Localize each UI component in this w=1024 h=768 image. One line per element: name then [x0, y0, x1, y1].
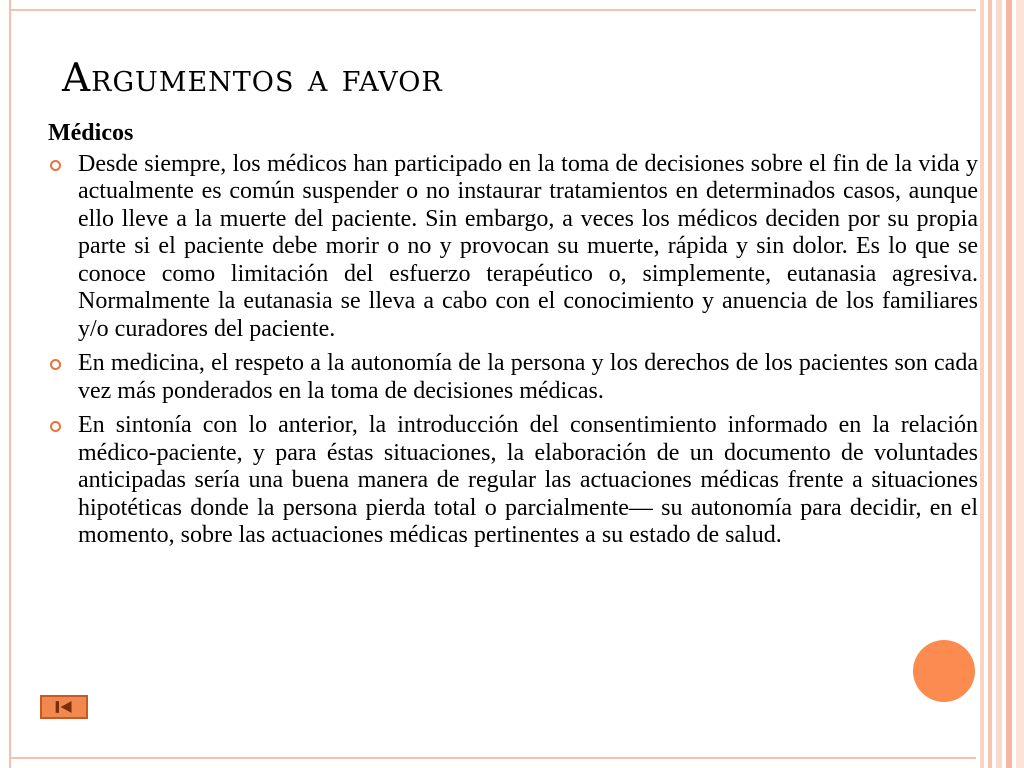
- bullet-circle-icon: [50, 421, 61, 432]
- frame-line-bottom: [9, 757, 976, 759]
- list-item: [48, 151, 978, 344]
- frame-line-top: [9, 9, 976, 11]
- section-heading: Médicos: [48, 120, 134, 146]
- stripe: [1006, 0, 1012, 768]
- decorative-circle: [913, 640, 975, 702]
- stripe: [988, 0, 992, 768]
- stripe: [980, 0, 984, 768]
- bullet-circle-icon: [50, 160, 61, 171]
- skip-back-icon: [42, 697, 86, 717]
- list-item: [48, 350, 978, 405]
- slide-title: Argumentos a favor: [62, 56, 443, 101]
- frame-line-left: [9, 0, 11, 768]
- back-button[interactable]: [40, 695, 88, 719]
- bullet-circle-icon: [50, 359, 61, 370]
- decorative-stripes: [976, 0, 1024, 768]
- bullet-text: En sintonía con lo anterior, la introducción del consentimiento informado en la relación médico-paciente, y para éstas situaciones, la elaboración de un documento de voluntades anticipadas sería una buena manera de regular las actuaciones médicas frente a situaciones hipotéticas donde la persona pierda total o parcialmente— su autonomía para decidir, en el momento, sobre las actuaciones médicas pertinentes a su estado de salud.: [78, 412, 978, 548]
- bullet-text: En medicina, el respeto a la autonomía de la persona y los derechos de los pacientes son cada vez más ponderados en la toma de decisiones médicas.: [78, 350, 978, 404]
- bullet-list: [48, 151, 978, 550]
- stripe: [996, 0, 1002, 768]
- slide-body: [48, 120, 978, 557]
- bullet-text: Desde siempre, los médicos han participado en la toma de decisiones sobre el fin de la vida y actualmente es común suspender o no instaurar tratamientos en determinados casos, aunque ello lleve a la muerte del paciente. Sin embargo, a veces los médicos deciden por su propia parte si el paciente debe morir o no y provocan su muerte, rápida y sin dolor. Es lo que se conoce como limitación del esfuerzo terapéutico o, simplemente, eutanasia agresiva. Normalmente la eutanasia se lleva a cabo con el conocimiento y anuencia de los familiares y/o curadores del paciente.: [78, 150, 978, 342]
- stripe: [1016, 0, 1024, 768]
- list-item: [48, 412, 978, 550]
